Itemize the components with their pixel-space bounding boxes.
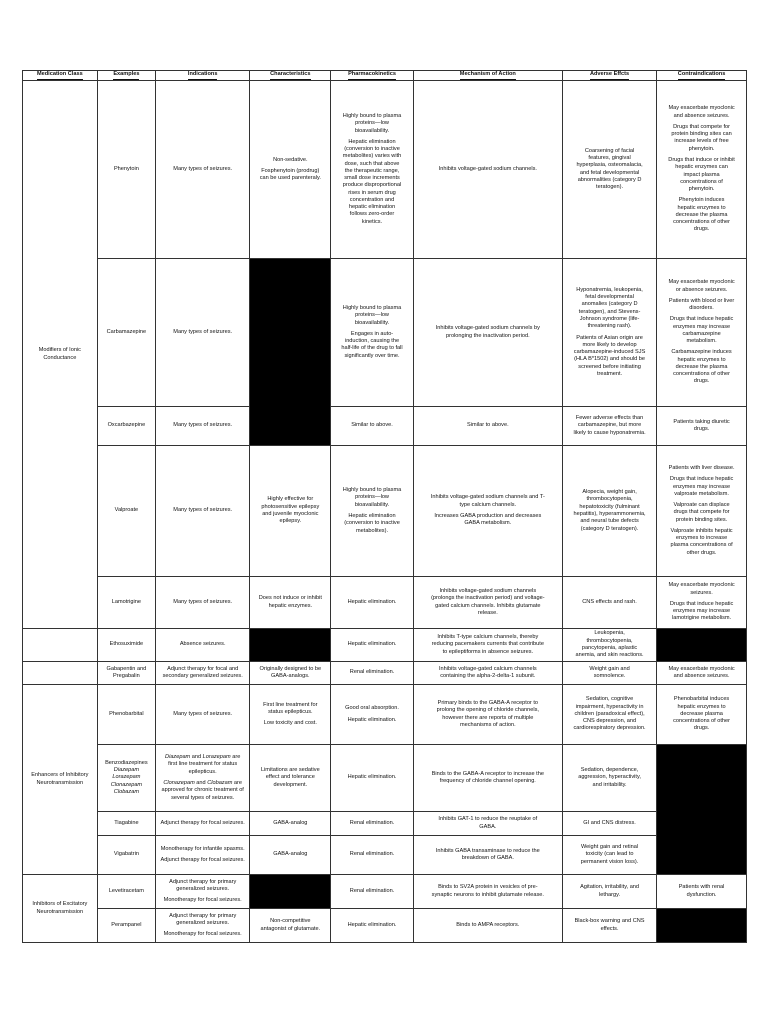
table-row (23, 745, 747, 812)
mechanism-cell: Inhibits GAT-1 to reduce the reuptake of GABA. (413, 812, 562, 836)
adverse-cell: CNS effects and rash. (562, 577, 656, 629)
header-examples: Examples (97, 71, 155, 81)
example-tiagabine: Tiagabine (97, 812, 155, 836)
indications-cell: Many types of seizures. (156, 259, 250, 407)
adverse-cell: Black-box warning and CNS effects. (562, 909, 656, 943)
example-phenytoin: Phenytoin (97, 81, 155, 259)
table-row (23, 81, 747, 259)
table-row (23, 259, 747, 407)
adverse-cell: Coarsening of facial features, gingival hyperplasia, osteomalacia, and fetal developmental abnormalities (category D teratogen). (562, 81, 656, 259)
characteristics-cell: Highly effective for photosensitive epilepsy and juvenile myoclonic epilepsy. (250, 446, 331, 577)
indications-cell (156, 745, 250, 812)
example-oxcarbazepine: Oxcarbazepine (97, 407, 155, 446)
indications-cell: Many types of seizures. (156, 446, 250, 577)
mechanism-cell: Inhibits voltage-gated sodium channels by prolonging the inactivation period. (413, 259, 562, 407)
example-vigabatrin: Vigabatrin (97, 836, 155, 875)
adverse-cell: Weight gain and retinal toxicity (can lead to permanent vision loss). (562, 836, 656, 875)
indications-cell: Many types of seizures. (156, 407, 250, 446)
contraindications-cell: Patients taking diuretic drugs. (657, 407, 747, 446)
pharmacokinetics-cell: Hepatic elimination. (331, 909, 413, 943)
pharmacokinetics-cell: Renal elimination. (331, 662, 413, 685)
header-pharmacokinetics: Pharmacokinetics (331, 71, 413, 81)
example-lamotrigine: Lamotrigine (97, 577, 155, 629)
pharmacokinetics-cell: Highly bound to plasma proteins—low bioavailability. Hepatic elimination (conversion to inactive metabolites) varies with dose, such that above the therapeutic range, small dose increments produce disproportional rises in serum drug concentration and hepatic elimination follows zero-order kinetics. (331, 81, 413, 259)
contraindications-cell: May exacerbate myoclonic or absence seizures. Patients with blood or liver disorders. Drugs that induce hepatic enzymes may increase carbamazepine metabolism. Carbamazepine induces hepatic enzymes to decrease the plasma concentrations of other drugs. (657, 259, 747, 407)
indications-cell: Many types of seizures. (156, 577, 250, 629)
adverse-cell: Alopecia, weight gain, thrombocytopenia, hepatotoxicity (fulminant hepatitis), hyperammonemia, and neural tube defects (category D teratogen). (562, 446, 656, 577)
mechanism-cell: Similar to above. (413, 407, 562, 446)
header-row (23, 71, 747, 81)
table-row (23, 836, 747, 875)
characteristics-cell: Limitations are sedative effect and tolerance development. (250, 745, 331, 812)
mechanism-cell: Inhibits voltage-gated sodium channels and T- type calcium channels. Increases GABA production and decreases GABA metabolism. (413, 446, 562, 577)
pharmacokinetics-cell: Renal elimination. (331, 836, 413, 875)
characteristics-cell: Non-competitive antagonist of glutamate. (250, 909, 331, 943)
example-perampanel: Perampanel (97, 909, 155, 943)
adverse-cell: GI and CNS distress. (562, 812, 656, 836)
table-row (23, 909, 747, 943)
pharmacokinetics-cell: Renal elimination. (331, 812, 413, 836)
mechanism-cell: Inhibits voltage-gated sodium channels. (413, 81, 562, 259)
example-valproate: Valproate (97, 446, 155, 577)
header-indications: Indications (156, 71, 250, 81)
pharmacokinetics-cell: Similar to above. (331, 407, 413, 446)
contraindications-cell: Phenobarbital induces hepatic enzymes to decrease plasma concentrations of other drugs. (657, 685, 747, 745)
adverse-cell: Weight gain and somnolence. (562, 662, 656, 685)
example-gabapentin: Gabapentin and Pregabalin (97, 662, 155, 685)
table-row (23, 407, 747, 446)
table-row (23, 812, 747, 836)
contraindications-cell: May exacerbate myoclonic and absence seizures. Drugs that compete for protein binding sites can increase levels of free phenytoin. Drugs that induce or inhibit hepatic enzymes can impact plasma concentrations of phenytoin. Phenytoin induces hepatic enzymes to decrease the plasma concentrations of other drugs. (657, 81, 747, 259)
indications-cell: Many types of seizures. (156, 685, 250, 745)
adverse-cell: Agitation, irritability, and lethargy. (562, 875, 656, 909)
mechanism-cell: Binds to SV2A protein in vesicles of pre- synaptic neurons to inhibit glutamate release. (413, 875, 562, 909)
indications-paragraph: Clonazepam and Clobazam are approved for chronic treatment of several types of seizures. (161, 780, 244, 801)
table-row (23, 875, 747, 909)
mechanism-cell: Inhibits voltage-gated calcium channels containing the alpha-2-delta-1 subunit. (413, 662, 562, 685)
example-carbamazepine: Carbamazepine (97, 259, 155, 407)
indications-cell: Monotherapy for infantile spasms. Adjunct therapy for focal seizures. (156, 836, 250, 875)
contraindications-cell: Patients with liver disease. Drugs that induce hepatic enzymes may increase valproate metabolism. Valproate can displace drugs that compete for protein binding sites. Valproate inhibits hepatic enzymes to increase plasma concentrations of other drugs. (657, 446, 747, 577)
indications-cell: Adjunct therapy for focal and secondary generalized seizures. (156, 662, 250, 685)
example-levetiracetam: Levetiracetam (97, 875, 155, 909)
redacted-cell (657, 629, 747, 662)
contraindications-cell: Patients with renal dysfunction. (657, 875, 747, 909)
contraindications-cell: May exacerbate myoclonic seizures. Drugs that induce hepatic enzymes may increase lamotrigine metabolism. (657, 577, 747, 629)
characteristics-cell: Non-sedative. Fosphenytoin (prodrug) can be used parenteraly. (250, 81, 331, 259)
indications-paragraph: Diazepam and Lorazepam are first line treatment for status epilepticus. (165, 754, 241, 775)
header-mechanism: Mechanism of Action (413, 71, 562, 81)
indications-cell: Adjunct therapy for focal seizures. (156, 812, 250, 836)
table-row (23, 577, 747, 629)
characteristics-cell: First line treatment for status epilepticus. Low toxicity and cost. (250, 685, 331, 745)
adverse-cell: Hyponatremia, leukopenia, fetal developmental anomalies (category D teratogen), and Stevens- Johnson syndrome (life- threatening rash). Patients of Asian origin are more likely to develop carbamazepine-induced SJS (HLA B*1502) and should be screened before initiating treatment. (562, 259, 656, 407)
class-blank-cell (23, 629, 98, 662)
adverse-cell: Leukopenia, thrombocytopenia, pancytopenia, aplastic anemia, and skin reactions. (562, 629, 656, 662)
pharmacokinetics-cell: Highly bound to plasma proteins—low bioavailability. Engages in auto- induction, causing the half-life of the drug to fall significantly over time. (331, 259, 413, 407)
redacted-cell (657, 745, 747, 875)
example-phenobarbital: Phenobarbital (97, 685, 155, 745)
pharmacokinetics-cell: Highly bound to plasma proteins—low bioavailability. Hepatic elimination (conversion to inactive metabolites). (331, 446, 413, 577)
example-ethosuximide: Ethosuximide (97, 629, 155, 662)
mechanism-cell: Binds to AMPA receptors. (413, 909, 562, 943)
mechanism-cell: Inhibits voltage-gated sodium channels (prolongs the inactivation period) and voltage- gated calcium channels. Inhibits glutamate release. (413, 577, 562, 629)
pharmacokinetics-cell: Hepatic elimination. (331, 745, 413, 812)
example-benzodiazepines: Benzodiazepines Diazepam Lorazepam Clonazepam Clobazam (97, 745, 155, 812)
indications-cell: Absence seizures. (156, 629, 250, 662)
mechanism-cell: Primary binds to the GABA-A receptor to prolong the opening of chloride channels, however there are reports of multiple mechanisms of action. (413, 685, 562, 745)
redacted-cell (250, 875, 331, 909)
characteristics-cell: Does not induce or inhibit hepatic enzymes. (250, 577, 331, 629)
redacted-cell (657, 909, 747, 943)
redacted-cell (250, 629, 331, 662)
contraindications-cell: May exacerbate myoclonic and absence seizures. (657, 662, 747, 685)
pharmacokinetics-cell: Renal elimination. (331, 875, 413, 909)
characteristics-cell: GABA-analog (250, 836, 331, 875)
table-row (23, 685, 747, 745)
adverse-cell: Sedation, cognitive impairment, hyperactivity in children (paradoxical effect), CNS depression, and cardiorespiratory depression. (562, 685, 656, 745)
medication-table (22, 70, 747, 943)
header-medication-class: Medication Class (23, 71, 98, 81)
table-row (23, 662, 747, 685)
table-row (23, 446, 747, 577)
pharmacokinetics-cell: Hepatic elimination. (331, 577, 413, 629)
pharmacokinetics-cell: Good oral absorption. Hepatic elimination. (331, 685, 413, 745)
header-adverse-effects: Adverse Effcts (562, 71, 656, 81)
characteristics-cell: Originally designed to be GABA-analogs. (250, 662, 331, 685)
redacted-cell (250, 259, 331, 446)
indications-cell: Adjunct therapy for primary generalized seizures. Monotherapy for focal seizures. (156, 875, 250, 909)
characteristics-cell: GABA-analog (250, 812, 331, 836)
mechanism-cell: Inhibits GABA transaminase to reduce the breakdown of GABA. (413, 836, 562, 875)
class-ionic-conductance: Modifiers of Ionic Conductance (23, 81, 98, 629)
mechanism-cell: Binds to the GABA-A receptor to increase the frequency of chloride channel opening. (413, 745, 562, 812)
adverse-cell: Sedation, dependence, aggression, hyperactivity, and irritability. (562, 745, 656, 812)
header-characteristics: Characteristics (250, 71, 331, 81)
class-blank-cell (23, 662, 98, 685)
indications-cell: Adjunct therapy for primary generalized seizures. Monotherapy for focal seizures. (156, 909, 250, 943)
adverse-cell: Fewer adverse effects than carbamazepine, but more likely to cause hyponatremia. (562, 407, 656, 446)
table-row (23, 629, 747, 662)
class-inhibitory-enhancers: Enhancers of Inhibitory Neurotransmission (23, 685, 98, 875)
mechanism-cell: Inhibits T-type calcium channels, thereby reducing pacemakers currents that contribute to epileptiforms in absence seizures. (413, 629, 562, 662)
class-excitatory-inhibitors: Inhibitors of Excitatory Neurotransmission (23, 875, 98, 943)
pharmacokinetics-cell: Hepatic elimination. (331, 629, 413, 662)
indications-cell: Many types of seizures. (156, 81, 250, 259)
header-contraindications: Contraindications (657, 71, 747, 81)
